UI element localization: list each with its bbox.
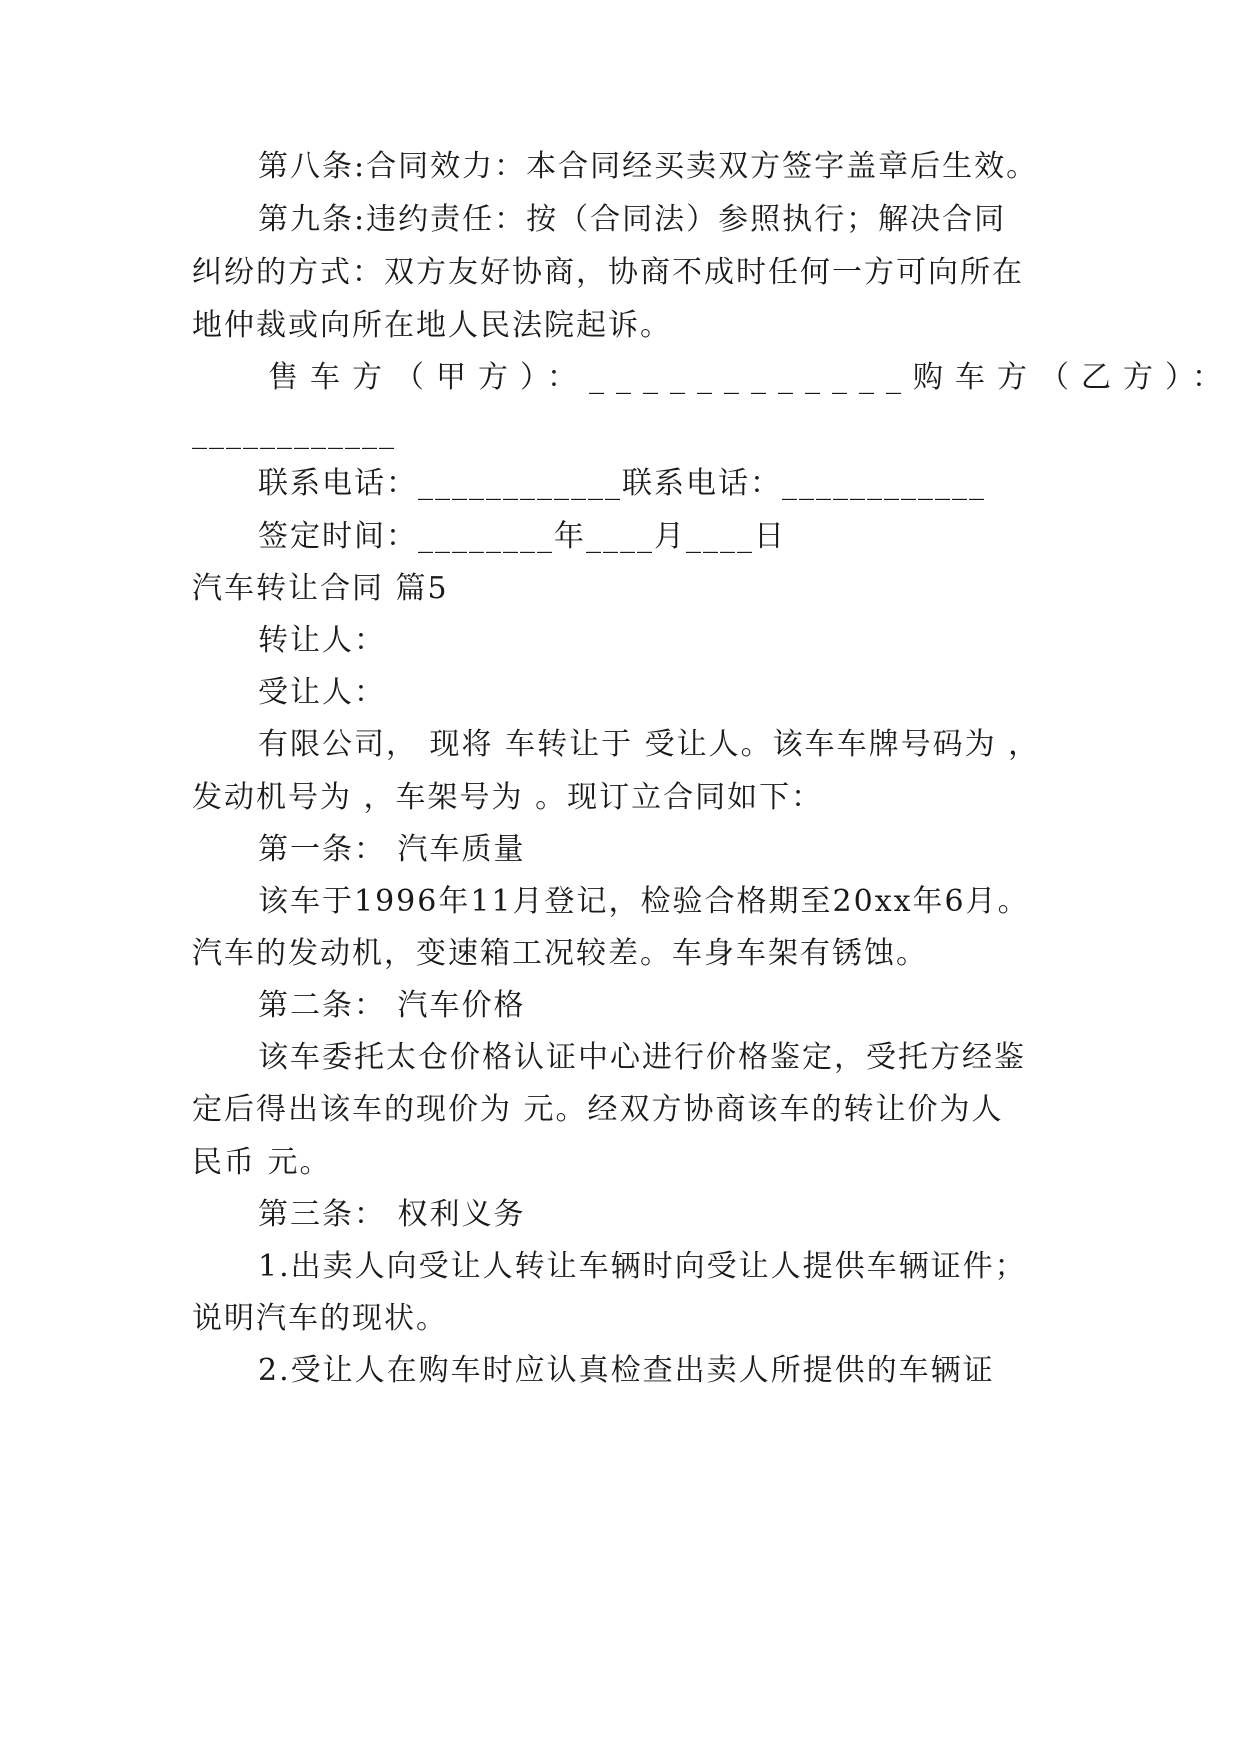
article-2-heading: 第二条： 汽车价格 [258,988,526,1023]
transferee-line: 受让人： [258,675,386,710]
article-9-continuation-2: 地仲裁或向所在地人民法院起诉。 [192,308,672,343]
article-8-line: 第八条:合同效力：本合同经买卖双方签字盖章后生效。 [258,149,1039,184]
phone-line: 联系电话：____________联系电话：____________ [258,466,986,501]
article-9-continuation-1: 纠纷的方式：双方友好协商，协商不成时任何一方可向所在 [192,255,1024,290]
article-1-body-1: 该车于1996年11月登记，检验合格期至20xx年6月。 [258,884,1030,919]
article-1-heading: 第一条： 汽车质量 [258,832,526,867]
signing-date-line: 签定时间：________年____月____日 [258,519,786,554]
transferor-line: 转让人： [258,623,386,658]
article-3-item-1-continuation: 说明汽车的现状。 [192,1301,448,1336]
article-1-body-2: 汽车的发动机，变速箱工况较差。车身车架有锈蚀。 [192,936,928,971]
article-9-line: 第九条:违约责任：按（合同法）参照执行；解决合同 [258,202,1007,237]
buyer-signature-blank: ____________ [192,415,396,450]
article-3-item-1: 1.出卖人向受让人转让车辆时向受让人提供车辆证件； [258,1249,1027,1284]
article-2-body-1: 该车委托太仓价格认证中心进行价格鉴定，受托方经鉴 [258,1040,1026,1075]
intro-line-1: 有限公司， 现将 车转让于 受让人。该车车牌号码为 ， [258,727,1041,762]
section-title: 汽车转让合同 篇5 [192,571,449,606]
article-3-item-2: 2.受让人在购车时应认真检查出卖人所提供的车辆证 [258,1353,995,1388]
article-2-body-2: 定后得出该车的现价为 元。经双方协商该车的转让价为人 [192,1092,1004,1127]
article-3-heading: 第三条： 权利义务 [258,1197,526,1232]
seller-buyer-signature-line: 售车方（甲方）：____________购车方（乙方）： [268,360,1234,395]
article-2-body-3: 民币 元。 [192,1145,332,1180]
intro-line-2: 发动机号为 ，车架号为 。现订立合同如下： [192,780,824,815]
